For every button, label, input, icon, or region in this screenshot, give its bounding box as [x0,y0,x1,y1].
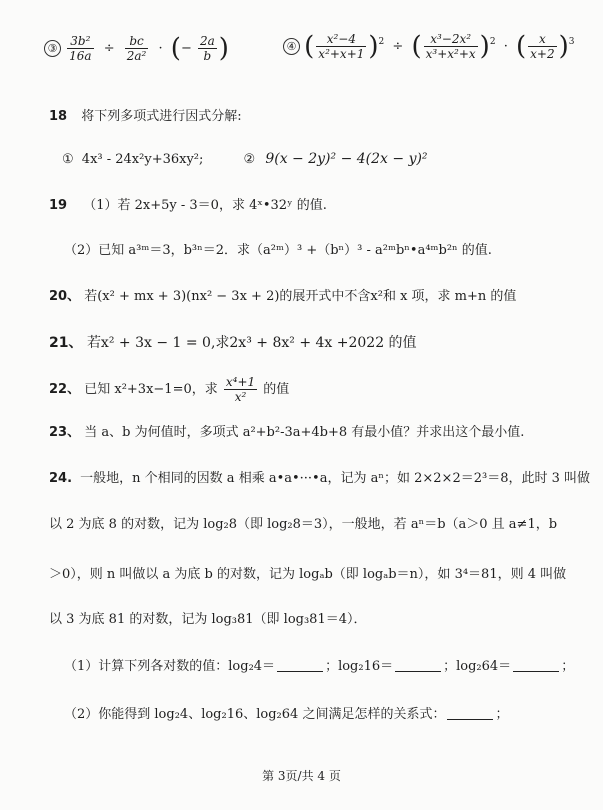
answer-blank[interactable] [277,659,323,672]
right-paren: ) [218,33,229,64]
question-18 [49,109,242,125]
question-text: 当 a、b 为何值时，多项式 a²+b²-3a+4b+8 有最小值？并求出这个最小值. [84,425,525,440]
fraction: $\frac{x}{x+2}$ [530,32,555,61]
question-24-line-1 [49,471,590,487]
question-text: 的值 [263,382,290,397]
question-text: 将下列多项式进行因式分解: [81,109,242,124]
exponent: 2 [489,37,496,47]
question-20 [49,289,516,305]
question-number: 23、 [49,425,81,440]
circled-number-4: ④ [283,38,300,55]
question-19-part-2 [64,243,492,259]
item-label: ① [62,152,74,167]
answer-blank[interactable] [395,659,441,672]
question-number: 18 [49,109,68,124]
fraction: $\frac{bc}{\text{2a²}}$ [126,34,147,63]
minus-sign: − [180,41,192,56]
item-text: 9(x − 2y)² − 4(2x − y)² [265,151,428,167]
question-text: 一般地，n 个相同的因数 a 相乘 a•a•···•a，记为 aⁿ；如 2×2×2＝2³＝8，此时 3 叫做 [80,471,591,486]
question-number: 20、 [49,289,81,304]
question-24-line-4 [49,612,367,628]
question-text: （1）若 2x+5y - 3＝0，求 4ˣ•32ʸ 的值. [83,198,327,213]
question-19 [49,198,327,214]
question-24-line-3 [49,567,566,583]
fraction: $\frac{\text{x²−4}}{\text{x²+x+1}}$ [318,32,365,61]
operator: ÷ [103,41,115,56]
operator: ÷ [392,39,404,54]
question-22 [49,375,289,404]
answer-blank[interactable] [513,659,559,672]
question-24-part-1: （1）计算下列各对数的值：log₂4＝ ；log₂16＝ ；log₂64＝ ； [64,659,575,674]
fraction: $\frac{\text{3b²}}{16a}$ [69,34,92,63]
question-number: 19 [49,198,68,213]
question-text: 以 3 为底 81 的对数，记为 log₃81（即 log₃81＝4）． [49,612,367,627]
question-18-items [62,151,428,168]
question-number: 21、 [49,335,83,351]
fraction: $\frac{2a}{b}$ [200,34,215,63]
page-footer: 第 3页/共 4 页 [262,769,341,783]
question-text: 若x² + 3x − 1 = 0,求2x³ + 8x² + 4x +2022 的值 [86,335,417,351]
left-paren: ( [170,33,181,64]
circled-number-3: ③ [44,40,61,57]
exponent: 2 [378,37,385,47]
operator: · [503,39,508,54]
operator: · [158,41,163,56]
question-21 [49,335,417,351]
item-label: ② [243,152,256,167]
expr-4: ④ ( $\frac{\text{x²−4}}{\text{x²+x+1}}$ )$^2$ ÷ ( $\frac{\text{x³−2x²}}{\text{x³+x²+x}}$ )$^2$ · ( $\frac{x}{x+2}$ )$^3$ [283,32,575,61]
question-text: 若(x² + mx + 3)(nx² − 3x + 2)的展开式中不含x²和 x 项，求 m+n 的值 [84,289,517,304]
question-text: 已知 x²+3x−1=0，求 [84,382,218,397]
question-23 [49,425,524,441]
item-text: 4x³ - 24x²y+36xy²; [81,152,204,167]
question-text: 以 2 为底 8 的对数，记为 log₂8（即 log₂8＝3），一般地，若 aⁿ＝b（a＞0 且 a≠1，b [49,517,558,532]
fraction: $\frac{\text{x⁴+1}}{\text{x²}}$ [225,375,256,404]
question-number: 22、 [49,382,81,397]
exponent: 3 [568,37,575,47]
question-24-part-2: （2）你能得到 log₂4、log₂16、log₂64 之间满足怎样的关系式： ； [64,707,509,722]
answer-blank[interactable] [447,707,493,720]
question-text: （2）已知 a³ᵐ＝3，b³ⁿ＝2．求（a²ᵐ）³ +（bⁿ）³ - a²ᵐbⁿ•a⁴ᵐb²ⁿ 的值. [64,243,492,258]
question-number: 24. [49,471,73,486]
expr-3 [44,34,229,63]
question-24-line-2 [49,517,557,533]
question-text: ＞0），则 n 叫做以 a 为底 b 的对数，记为 logₐb（即 logₐb＝n），如 3⁴＝81，则 4 叫做 [49,567,567,582]
fraction: $\frac{\text{x³−2x²}}{\text{x³+x²+x}}$ [425,32,476,61]
